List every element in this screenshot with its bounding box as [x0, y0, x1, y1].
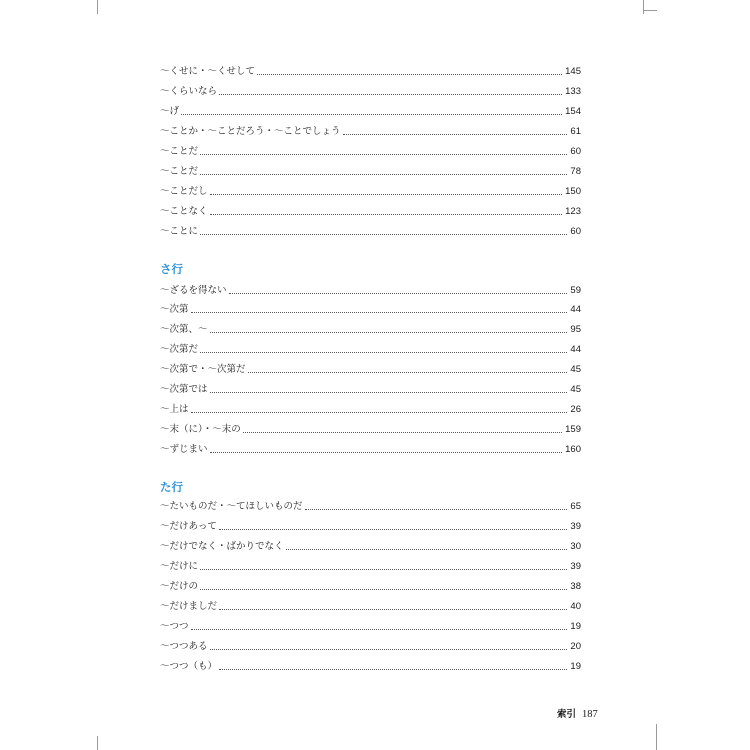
entry-page: 39 — [570, 561, 581, 572]
entry-page: 159 — [565, 424, 581, 435]
entry-term: ～だけましだ — [160, 601, 218, 612]
entry-page: 154 — [565, 106, 581, 117]
entry-page: 59 — [570, 285, 581, 296]
index-entry — [160, 659, 581, 673]
section-heading: さ行 — [160, 262, 183, 276]
dot-leader — [243, 431, 562, 433]
entry-page: 39 — [570, 521, 581, 532]
page-number: 187 — [582, 709, 598, 720]
entry-page: 60 — [570, 226, 581, 237]
footer-label: 索引 — [557, 709, 577, 720]
entry-term: ～つつ（も） — [160, 661, 218, 672]
crop-mark — [656, 724, 657, 750]
dot-leader — [219, 608, 567, 610]
dot-leader — [219, 93, 562, 95]
dot-leader — [248, 371, 568, 373]
index-entry — [160, 164, 581, 178]
page-footer — [557, 706, 598, 720]
entry-term: ～ことだ — [160, 166, 199, 177]
entry-page: 95 — [570, 324, 581, 335]
entry-page: 123 — [565, 206, 581, 217]
dot-leader — [200, 173, 567, 175]
entry-page: 19 — [570, 661, 581, 672]
entry-term: ～次第、～ — [160, 324, 208, 335]
dot-leader — [210, 193, 563, 195]
dot-leader — [200, 568, 567, 570]
dot-leader — [210, 391, 568, 393]
dot-leader — [210, 648, 568, 650]
entry-term: ～ことだし — [160, 186, 208, 197]
index-entry — [160, 539, 581, 553]
entry-term: ～だけでなく・ばかりでなく — [160, 541, 284, 552]
entry-page: 145 — [565, 66, 581, 77]
index-entry — [160, 184, 581, 198]
index-entry — [160, 442, 581, 456]
dot-leader — [181, 113, 562, 115]
dot-leader — [200, 588, 567, 590]
crop-mark — [97, 736, 98, 750]
index-entry — [160, 124, 581, 138]
entry-page: 150 — [565, 186, 581, 197]
dot-leader — [305, 508, 568, 510]
dot-leader — [210, 331, 568, 333]
dot-leader — [210, 451, 563, 453]
index-entry — [160, 559, 581, 573]
entry-term: ～次第で・～次第だ — [160, 364, 246, 375]
dot-leader — [210, 213, 563, 215]
entry-term: ～ことなく — [160, 206, 208, 217]
entry-page: 40 — [570, 601, 581, 612]
entry-page: 44 — [570, 344, 581, 355]
entry-term: ～だけあって — [160, 521, 217, 532]
index-entry — [160, 422, 581, 436]
dot-leader — [191, 311, 568, 313]
entry-term: ～たいものだ・～てほしいものだ — [160, 501, 303, 512]
dot-leader — [191, 411, 568, 413]
index-entry — [160, 302, 581, 316]
entry-term: ～だけの — [160, 581, 199, 592]
index-entry — [160, 599, 581, 613]
dot-leader — [219, 528, 568, 530]
entry-page: 38 — [570, 581, 581, 592]
index-entry — [160, 579, 581, 593]
entry-term: ～末（に）・～末の — [160, 424, 241, 435]
index-entry — [160, 499, 581, 513]
entry-page: 78 — [570, 166, 581, 177]
entry-term: ～ことに — [160, 226, 199, 237]
entry-term: ～くらいなら — [160, 86, 218, 97]
entry-page: 45 — [570, 364, 581, 375]
index-entry — [160, 322, 581, 336]
entry-term: ～ずじまい — [160, 444, 208, 455]
entry-page: 60 — [570, 146, 581, 157]
index-entry — [160, 104, 581, 118]
dot-leader — [257, 73, 562, 75]
dot-leader — [200, 233, 567, 235]
index-entry — [160, 382, 581, 396]
index-entry — [160, 619, 581, 633]
entry-term: ～ことだ — [160, 146, 199, 157]
entry-term: ～ことか・～ことだろう・～ことでしょう — [160, 126, 341, 137]
entry-page: 160 — [565, 444, 581, 455]
index-entry — [160, 204, 581, 218]
crop-mark — [643, 10, 657, 11]
entry-page: 44 — [570, 304, 581, 315]
entry-page: 26 — [570, 404, 581, 415]
entry-page: 19 — [570, 621, 581, 632]
index-entry — [160, 64, 581, 78]
index-entry — [160, 84, 581, 98]
entry-page: 65 — [570, 501, 581, 512]
crop-mark — [643, 0, 644, 14]
dot-leader — [229, 292, 568, 294]
entry-page: 133 — [565, 86, 581, 97]
index-entry — [160, 362, 581, 376]
entry-page: 30 — [570, 541, 581, 552]
index-entry — [160, 283, 581, 297]
dot-leader — [191, 628, 568, 630]
dot-leader — [200, 153, 567, 155]
index-entry — [160, 402, 581, 416]
index-entry — [160, 519, 581, 533]
entry-term: ～次第 — [160, 304, 189, 315]
dot-leader — [219, 668, 567, 670]
entry-term: ～くせに・～くせして — [160, 66, 256, 77]
entry-term: ～次第では — [160, 384, 208, 395]
dot-leader — [200, 351, 567, 353]
entry-term: ～げ — [160, 106, 180, 117]
entry-page: 20 — [570, 641, 581, 652]
entry-page: 45 — [570, 384, 581, 395]
entry-term: ～次第だ — [160, 344, 199, 355]
dot-leader — [343, 133, 568, 135]
entry-page: 61 — [570, 126, 581, 137]
entry-term: ～つつ — [160, 621, 189, 632]
index-entry — [160, 342, 581, 356]
entry-term: ～上は — [160, 404, 189, 415]
section-heading: た行 — [160, 480, 183, 494]
index-entry — [160, 639, 581, 653]
crop-mark — [97, 0, 98, 14]
index-entry — [160, 144, 581, 158]
dot-leader — [286, 548, 568, 550]
entry-term: ～ざるを得ない — [160, 285, 227, 296]
entry-term: ～だけに — [160, 561, 199, 572]
index-entry — [160, 224, 581, 238]
entry-term: ～つつある — [160, 641, 208, 652]
